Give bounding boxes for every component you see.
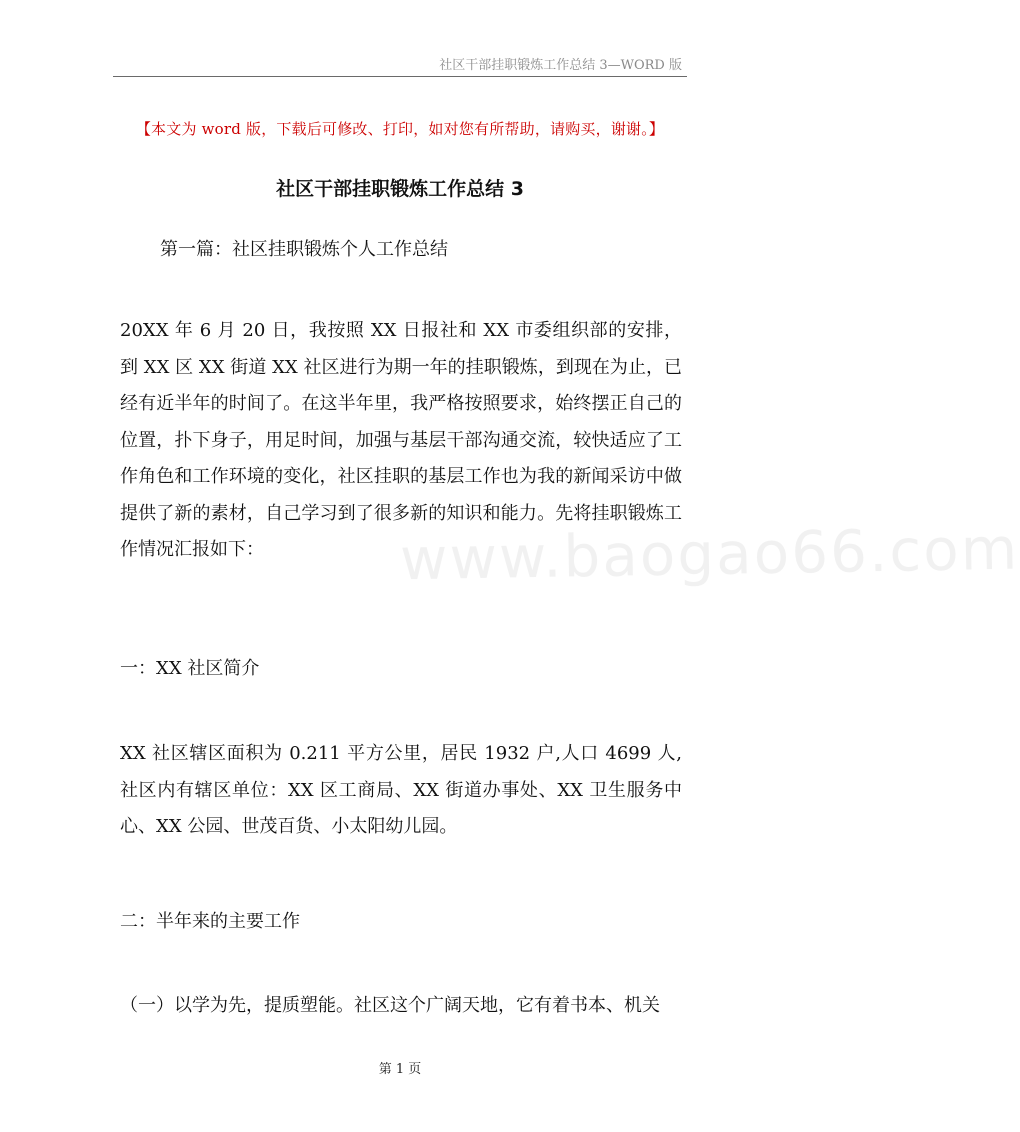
page-number: 第 1 页	[378, 1062, 422, 1077]
running-header: 社区干部挂职锻炼工作总结 3—WORD 版	[439, 58, 682, 73]
header-divider	[113, 76, 687, 77]
paragraph-community-profile: XX 社区辖区面积为 0.211 平方公里，居民 1932 户,人口 4699 人,社区内有辖区单位：XX 区工商局、XX 街道办事处、XX 卫生服务中心、XX 公园、世茂百货、小太阳幼儿园。	[120, 743, 682, 837]
document-title: 社区干部挂职锻炼工作总结 3	[276, 178, 524, 200]
heading-main-work: 二：半年来的主要工作	[120, 911, 300, 932]
section-subtitle: 第一篇：社区挂职锻炼个人工作总结	[160, 239, 448, 260]
heading-community-profile: 一：XX 社区简介	[120, 658, 260, 679]
watermark: www.baogao66.com	[399, 514, 1020, 594]
paragraph-intro: 20XX 年 6 月 20 日，我按照 XX 日报社和 XX 市委组织部的安排，到 XX 区 XX 街道 XX 社区进行为期一年的挂职锻炼，到现在为止，已经有近半年的时间了。在这半年里，我严格按照要求，始终摆正自己的位置，扑下身子，用足时间，加强与基层干部沟通交流，较快适应了工作角色和工作环境的变化，社区挂职的基层工作也为我的新闻采访中做提供了新的素材，自己学习到了很多新的知识和能力。先将挂职锻炼工作情况汇报如下：	[120, 320, 682, 560]
download-notice: 【本文为 word 版，下载后可修改、打印，如对您有所帮助，请购买，谢谢。】	[135, 120, 665, 138]
paragraph-study-first: （一）以学为先，提质塑能。社区这个广阔天地，它有着书本、机关	[120, 995, 660, 1016]
